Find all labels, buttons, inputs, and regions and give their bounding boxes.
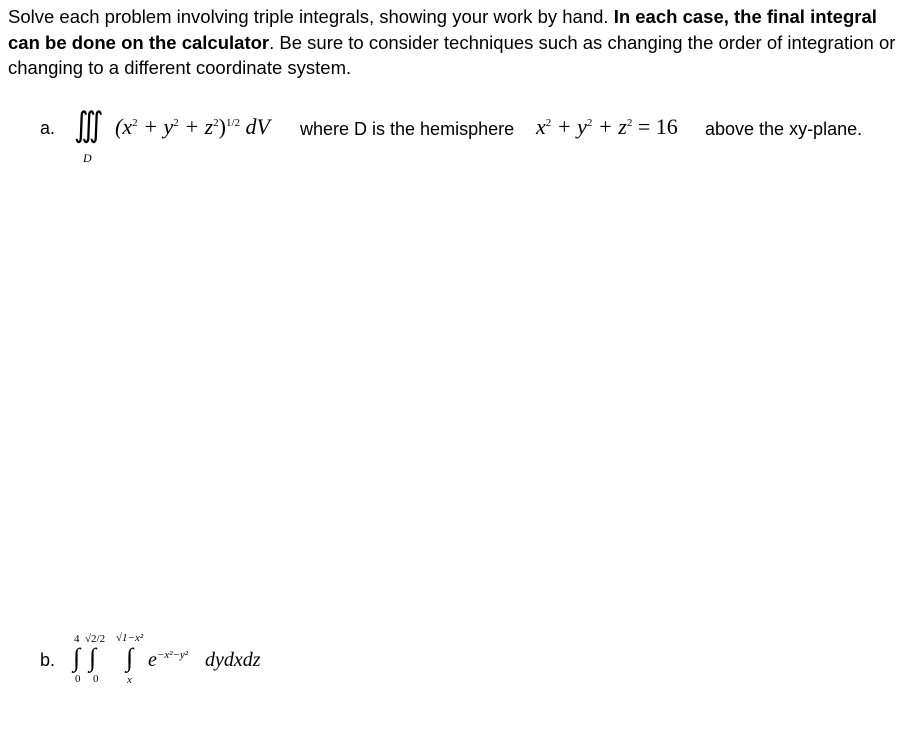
tail-text: above the xy-plane. bbox=[705, 119, 863, 139]
problem-a-label: a. bbox=[40, 118, 56, 138]
outer-upper-limit: 4 bbox=[74, 633, 80, 645]
inner-integral-sign: ∫ bbox=[126, 643, 134, 672]
where-text: where D is the hemisphere bbox=[300, 119, 515, 139]
instructions-text-2: . Be sure to consider techniques such as changing the order of integration or changing to a different coordinate system. bbox=[8, 31, 896, 78]
instructions-paragraph bbox=[8, 4, 908, 81]
triple-integral-sign: ∭ bbox=[74, 107, 104, 144]
instructions-text-1: Solve each problem involving triple integrals, showing your work by hand. bbox=[8, 6, 609, 27]
inner-lower-limit: x bbox=[127, 674, 132, 686]
region-label: D bbox=[83, 151, 92, 165]
problem-b-differential: dydxdz bbox=[205, 649, 261, 671]
middle-upper-limit: √2/2 bbox=[85, 633, 106, 645]
hemisphere-equation: $x^2 + y^2 + z^2 = 16$ bbox=[536, 114, 678, 139]
problem-b-label: b. bbox=[40, 650, 56, 670]
outer-integral-sign: ∫ bbox=[73, 643, 81, 672]
inner-upper-limit: √1−x² bbox=[116, 632, 144, 644]
instructions-bold-text: In each case, the final integral can be done on the calculator bbox=[8, 6, 877, 53]
middle-lower-limit: 0 bbox=[93, 673, 99, 685]
outer-lower-limit: 0 bbox=[75, 673, 81, 685]
problem-b-integrand: $e^{-x^2-y^2}$ bbox=[148, 649, 189, 671]
middle-integral-sign: ∫ bbox=[89, 643, 97, 672]
problem-a-integrand: $(x^2 + y^2 + z^2)^{1/2}$ dV bbox=[115, 114, 270, 139]
